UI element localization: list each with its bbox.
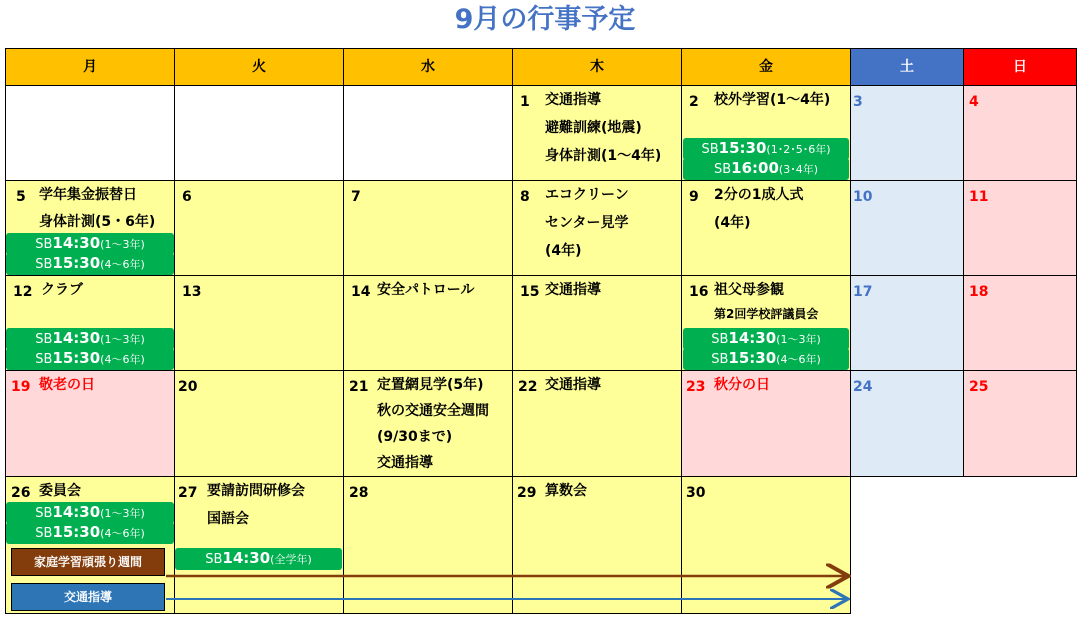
event-text: 校外学習(1～4年) (714, 92, 831, 108)
event-text: 算数会 (545, 483, 587, 499)
sb-grades: (4～6年) (100, 353, 145, 366)
sb-prefix: SB (35, 506, 53, 521)
day-number: 15 (520, 284, 540, 300)
sb-prefix: SB (35, 332, 53, 347)
sb-grades: (1～3年) (776, 333, 821, 346)
event-text: 身体計測(1～4年) (545, 148, 662, 164)
day-number: 22 (518, 379, 538, 395)
day-number: 1 (520, 94, 530, 110)
event-text: 交通指導 (377, 455, 433, 471)
event-text: 避難訓練(地震) (545, 120, 642, 136)
header-mon: 月 (5, 48, 175, 86)
sb-time: 14:30 (52, 329, 101, 347)
day-number: 13 (182, 284, 202, 300)
day-number: 23 (686, 379, 706, 395)
event-text: 安全パトロール (377, 282, 475, 298)
day-number: 12 (13, 284, 33, 300)
day-number: 25 (969, 379, 989, 395)
day-number: 21 (349, 379, 369, 395)
day-number: 20 (178, 379, 198, 395)
sb-time: 15:30 (52, 254, 101, 272)
header-thu: 木 (513, 48, 682, 86)
event-text: 委員会 (39, 483, 81, 499)
day-number: 30 (686, 485, 706, 501)
event-text: クラブ (41, 282, 83, 298)
sb-grades: (1～3年) (100, 333, 145, 346)
event-text: (4年) (545, 243, 582, 259)
sb-time: 14:30 (52, 234, 101, 252)
event-text: 秋分の日 (714, 377, 770, 393)
sb-grades: (4～6年) (100, 527, 145, 540)
day-number: 6 (182, 189, 192, 205)
sb-time: 15:30 (728, 349, 777, 367)
sb-time: 16:00 (731, 159, 779, 177)
day-number: 19 (11, 379, 31, 395)
sb-prefix: SB (713, 162, 732, 177)
traffic-guidance-label: 交通指導 (11, 583, 165, 611)
home-study-week-label: 家庭学習頑張り週間 (11, 548, 165, 576)
day-number: 9 (689, 189, 699, 205)
sb-prefix: SB (711, 352, 729, 367)
sb-prefix: SB (35, 526, 53, 541)
event-text: (9/30まで) (377, 429, 453, 445)
event-text: 交通指導 (545, 92, 601, 108)
event-text: 第2回学校評議員会 (714, 307, 819, 321)
header-wed: 水 (344, 48, 513, 86)
day-number: 7 (351, 189, 361, 205)
event-text: 敬老の日 (39, 377, 95, 393)
sb-grades: (4～6年) (100, 258, 145, 271)
sb-time: 15:30 (718, 139, 767, 157)
day-number: 3 (853, 94, 863, 110)
day-number: 29 (517, 485, 537, 501)
day-number: 17 (853, 284, 873, 300)
header-tue: 火 (175, 48, 344, 86)
day-number: 28 (349, 485, 369, 501)
sb-grades: (全学年) (270, 553, 312, 566)
event-text: センター見学 (545, 215, 629, 231)
event-text: エコクリーン (545, 187, 629, 203)
sb-grades: (1～3年) (100, 507, 145, 520)
sb-time: 14:30 (728, 329, 777, 347)
day-number: 18 (969, 284, 989, 300)
sb-time: 14:30 (222, 549, 271, 567)
event-text: 学年集金振替日 (39, 187, 137, 203)
day-number: 4 (969, 94, 979, 110)
day-number: 10 (853, 189, 873, 205)
sb-time: 15:30 (52, 349, 101, 367)
event-text: 要請訪問研修会 (207, 483, 305, 499)
sb-grades: (1･2･5･6年) (766, 143, 831, 156)
sb-prefix: SB (35, 237, 53, 252)
event-text: 交通指導 (545, 377, 601, 393)
sb-prefix: SB (205, 552, 223, 567)
day-number: 26 (11, 485, 31, 501)
event-text: 国語会 (207, 511, 249, 527)
sb-time: 15:30 (52, 523, 101, 541)
day-number: 16 (689, 284, 709, 300)
event-text: 祖父母参観 (714, 282, 784, 298)
sb-prefix: SB (701, 142, 719, 157)
day-number: 5 (16, 189, 26, 205)
event-text: 交通指導 (545, 282, 601, 298)
day-number: 14 (351, 284, 371, 300)
day-number: 27 (178, 485, 198, 501)
sb-prefix: SB (35, 352, 53, 367)
sb-prefix: SB (35, 257, 53, 272)
event-text: 2分の1成人式 (714, 187, 804, 203)
day-number: 8 (520, 189, 530, 205)
header-sat: 土 (851, 48, 964, 86)
day-number: 24 (853, 379, 873, 395)
event-text: 秋の交通安全週間 (377, 403, 489, 419)
day-number: 2 (689, 94, 699, 110)
sb-time: 14:30 (52, 503, 101, 521)
event-text: 定置網見学(5年) (377, 377, 484, 393)
event-text: 身体計測(5・6年) (39, 214, 156, 230)
header-fri: 金 (682, 48, 851, 86)
sb-prefix: SB (711, 332, 729, 347)
day-number: 11 (969, 189, 989, 205)
header-sun: 日 (964, 48, 1077, 86)
sb-grades: (3･4年) (778, 163, 818, 176)
sb-grades: (1～3年) (100, 238, 145, 251)
event-text: (4年) (714, 215, 751, 231)
sb-grades: (4～6年) (776, 353, 821, 366)
page-title: 9月の行事予定 (454, 4, 636, 35)
